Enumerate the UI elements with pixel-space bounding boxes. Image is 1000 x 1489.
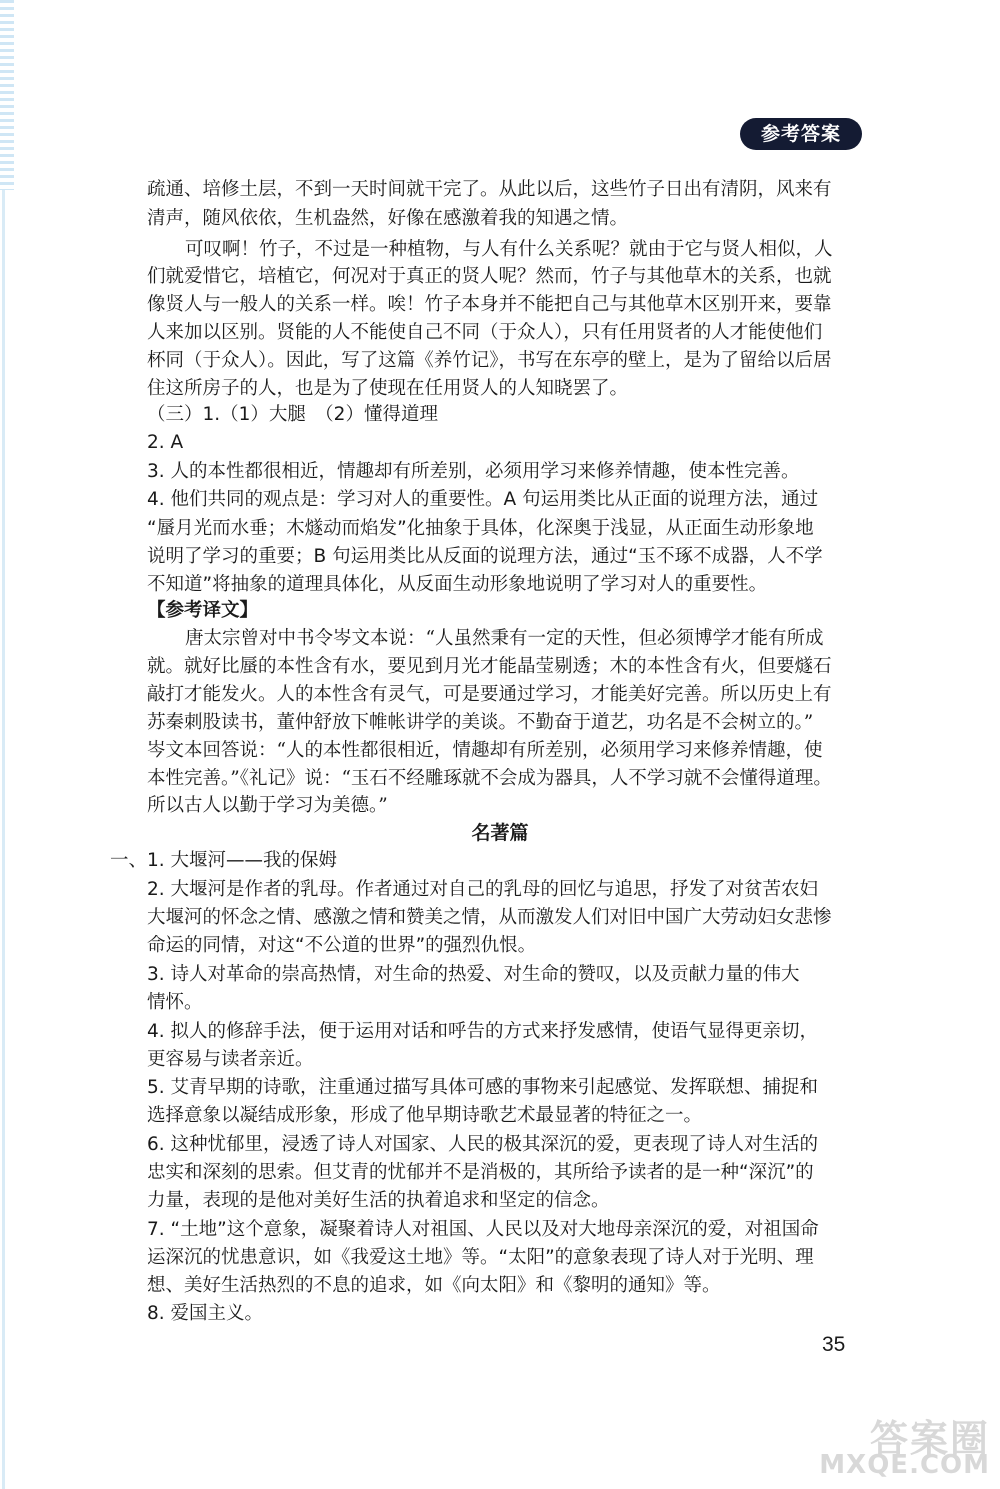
- text-line: 清声，随风依依，生机盎然，好像在感激着我的知遇之情。: [147, 208, 629, 229]
- answer-key-badge: 参考答案: [740, 118, 862, 150]
- answer-line: 运深沉的忧患意识，如《我爱这土地》等。“太阳”的意象表现了诗人对于光明、理: [147, 1247, 814, 1268]
- section-heading: 名著篇: [471, 822, 529, 844]
- answer-line: 情怀。: [147, 992, 203, 1013]
- answer-line: 大堰河的怀念之情、感激之情和赞美之情，从而激发人们对旧中国广大劳动妇女悲惨: [147, 907, 832, 928]
- text-line: 杯同（于众人）。因此，写了这篇《养竹记》，书写在东亭的壁上，是为了留给以后居: [147, 350, 832, 371]
- answer-line: 3. 诗人对革命的崇高热情，对生命的热爱、对生命的赞叹，以及贡献力量的伟大: [147, 964, 800, 985]
- answer-line: 5. 艾青早期的诗歌，注重通过描写具体可感的事物来引起感觉、发挥联想、捕捉和: [147, 1077, 819, 1098]
- answer-line: 命运的同情，对这“不公道的世界”的强烈仇恨。: [147, 935, 537, 956]
- translation-line: 本性完善。”《礼记》说：“玉石不经雕琢就不会成为器具，人不学习就不会懂得道理。: [147, 768, 832, 789]
- watermark-url: MXQE.COM: [819, 1450, 990, 1480]
- watermark: [800, 1408, 990, 1483]
- text-line: 住这所房子的人，也是为了使现在任用贤人的人知晓罢了。: [147, 378, 629, 399]
- page-number: 35: [822, 1333, 846, 1356]
- watermark-logo: 答案圈: [869, 1417, 990, 1461]
- page-edge-pattern: [0, 0, 14, 190]
- translation-line: 所以古人以勤于学习为美德。”: [147, 795, 388, 816]
- answer-line: 4. 拟人的修辞手法，便于运用对话和呼告的方式来抒发感情，使语气显得更亲切，: [147, 1021, 819, 1042]
- answer-line: 一、1. 大堰河——我的保姆: [110, 850, 338, 871]
- translation-label: 【参考译文】: [147, 600, 259, 621]
- answer-line: 6. 这种忧郁里，浸透了诗人对国家、人民的极其深沉的爱，更表现了诗人对生活的: [147, 1134, 819, 1155]
- answer-line: 想、美好生活热烈的不息的追求，如《向太阳》和《黎明的通知》等。: [147, 1275, 721, 1296]
- answer-line: 2. A: [147, 432, 184, 453]
- answer-line: 4. 他们共同的观点是：学习对人的重要性。A 句运用类比从正面的说理方法，通过: [147, 489, 819, 510]
- answer-line: 说明了学习的重要；B 句运用类比从反面的说理方法，通过“玉不琢不成器，人不学: [147, 546, 823, 567]
- translation-line: 就。就好比蜃的本性含有水，要见到月光才能晶莹剔透；木的本性含有火，但要燧石: [147, 656, 832, 677]
- answer-line: 选择意象以凝结成形象，形成了他早期诗歌艺术最显著的特征之一。: [147, 1105, 703, 1126]
- text-line: 人来加以区别。贤能的人不能使自己不同（于众人），只有任用贤者的人才能使他们: [147, 322, 823, 343]
- answer-line: 7. “土地”这个意象，凝聚着诗人对祖国、人民以及对大地母亲深沉的爱，对祖国命: [147, 1219, 819, 1240]
- answer-line: （三）1.（1）大腿 （2）懂得道理: [147, 404, 438, 425]
- answer-line: 力量，表现的是他对美好生活的执着追求和坚定的信念。: [147, 1190, 610, 1211]
- translation-line: 岑文本回答说：“人的本性都很相近，情趣却有所差别，必须用学习来修养情趣，使: [147, 740, 823, 761]
- text-line: 疏通、培修土层，不到一天时间就干完了。从此以后，这些竹子日出有清阴，风来有: [147, 179, 832, 200]
- answer-line: 更容易与读者亲近。: [147, 1049, 314, 1070]
- text-line: 像贤人与一般人的关系一样。唉！竹子本身并不能把自己与其他草木区别开来，要靠: [147, 294, 832, 315]
- translation-line: 唐太宗曾对中书令岑文本说：“人虽然秉有一定的天性，但必须博学才能有所成: [185, 628, 824, 649]
- text-line: 可叹啊！竹子，不过是一种植物，与人有什么关系呢？就由于它与贤人相似，人: [185, 239, 833, 260]
- answer-line: 2. 大堰河是作者的乳母。作者通过对自己的乳母的回忆与追思，抒发了对贫苦农妇: [147, 879, 819, 900]
- text-line: 们就爱惜它，培植它，何况对于真正的贤人呢？然而，竹子与其他草木的关系，也就: [147, 266, 832, 287]
- answer-line: “蜃月光而水垂；木燧动而焰发”化抽象于具体，化深奥于浅显，从正面生动形象地: [147, 518, 814, 539]
- answer-line: 忠实和深刻的思索。但艾青的忧郁并不是消极的，其所给予读者的是一种“深沉”的: [147, 1162, 814, 1183]
- translation-line: 敲打才能发火。人的本性含有灵气，可是要通过学习，才能美好完善。所以历史上有: [147, 684, 832, 705]
- page-edge-line: [2, 0, 5, 1489]
- answer-line: 8. 爱国主义。: [147, 1303, 264, 1324]
- answer-line: 3. 人的本性都很相近，情趣却有所差别，必须用学习来修养情趣，使本性完善。: [147, 461, 800, 482]
- translation-line: 苏秦刺股读书，董仲舒放下帷帐讲学的美谈。不勤奋于道艺，功名是不会树立的。”: [147, 712, 814, 733]
- answer-line: 不知道”将抽象的道理具体化，从反面生动形象地说明了学习对人的重要性。: [147, 574, 768, 595]
